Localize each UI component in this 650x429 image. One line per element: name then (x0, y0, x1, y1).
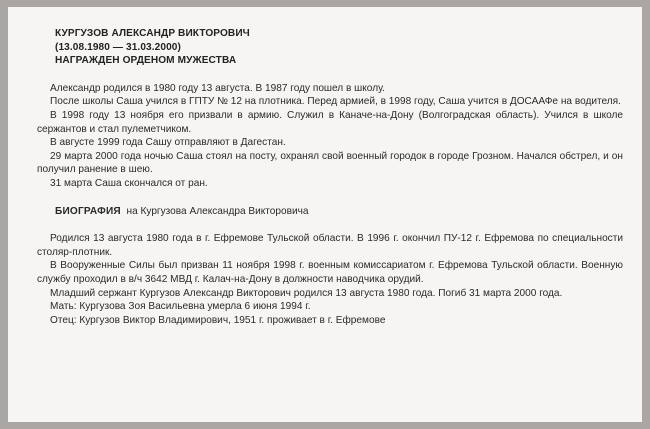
story-paragraph: 31 марта Саша скончался от ран. (50, 177, 208, 189)
person-name: КУРГУЗОВ АЛЕКСАНДР ВИКТОРОВИЧ (55, 28, 250, 39)
biography-paragraph: Младший сержант Кургузов Александр Викторович родился 13 августа 1980 года. Погиб 31 марта 2000 года. (50, 287, 563, 299)
biography-paragraph: Отец: Кургузов Виктор Владимирович, 1951 г. проживает в г. Ефремове (50, 314, 386, 326)
biography-paragraph: Родился 13 августа 1980 года в г. Ефремове Тульской области. В 1996 г. окончил ПУ-12 г. Ефремова по специальности столяр-плотник. (37, 233, 623, 258)
document-page (8, 7, 642, 422)
life-dates: (13.08.1980 — 31.03.2000) (55, 41, 181, 53)
biography-heading (55, 205, 623, 219)
biography-paragraph: Мать: Кургузова Зоя Васильевна умерла 6 июня 1994 г. (50, 301, 311, 313)
story-paragraph: 29 марта 2000 года ночью Саша стоял на посту, охранял свой военный городок в городе Грозном. Начался обстрел, и он получил ранение в шею. (37, 150, 623, 176)
story-section (37, 82, 623, 191)
award-line: НАГРАЖДЕН ОРДЕНОМ МУЖЕСТВА (55, 55, 237, 67)
document-content (37, 27, 623, 327)
story-paragraph: В августе 1999 года Сашу отправляют в Дагестан. (50, 137, 286, 149)
biography-paragraph: В Вооруженные Силы был призван 11 ноября 1998 г. военным комиссариатом г. Ефремова Тульской области. Военную службу проходил в в/ч 3642 МВД г. Калач-на-Дону в должности наводчика орудий. (37, 260, 623, 285)
memorial-header (55, 27, 623, 68)
biography-section (37, 232, 623, 327)
biography-title: БИОГРАФИЯ (55, 205, 121, 217)
story-paragraph: Александр родился в 1980 году 13 августа. В 1987 году пошел в школу. (50, 82, 385, 94)
story-paragraph: После школы Саша учился в ГПТУ № 12 на плотника. Перед армией, в 1998 году, Саша учится в ДОСААФе на водителя. (50, 96, 621, 108)
story-paragraph: В 1998 году 13 ноября его призвали в армию. Служил в Каначе-на-Дону (Волгоградская область). Учился в школе сержантов и стал пулеметчиком. (37, 109, 623, 135)
biography-subtitle: на Кургузова Александра Викторовича (126, 205, 309, 217)
